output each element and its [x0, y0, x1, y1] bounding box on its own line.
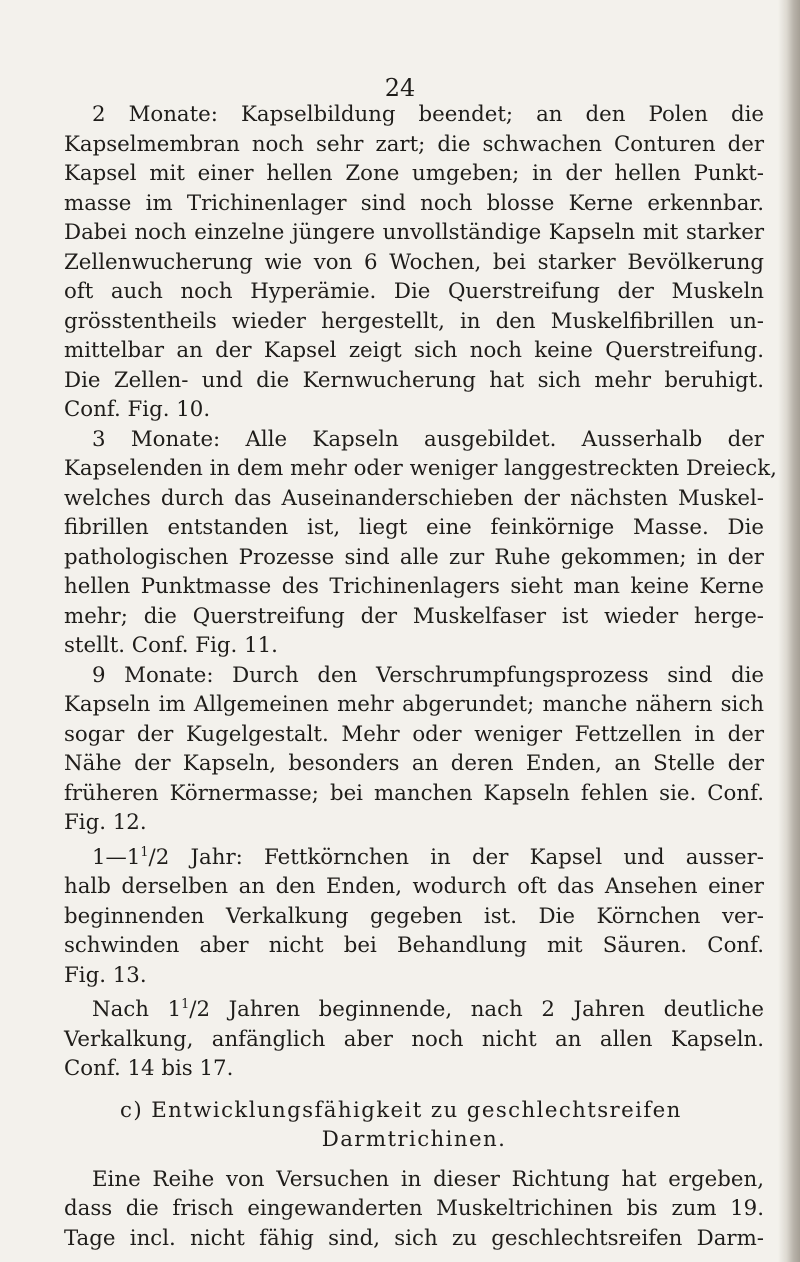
text-line: Tage incl. nicht fähig sind, sich zu geschlechtsreifen Darm- [64, 1225, 764, 1251]
text-line: pathologischen Prozesse sind alle zur Ruhe gekommen; in der [64, 544, 764, 570]
text-line: fibrillen entstanden ist, liegt eine feinkörnige Masse. Die [64, 515, 764, 540]
text-line: Nähe der Kapseln, besonders an deren Enden, an Stelle der [64, 751, 764, 776]
text-line: früheren Körnermasse; bei manchen Kapseln fehlen sie. Conf. [64, 780, 764, 806]
text-line [64, 838, 764, 873]
text-line: Fig. 13. [64, 962, 147, 988]
text-line: 9 Monate: Durch den Verschrumpfungsprozess sind die [92, 662, 764, 688]
text-line [64, 990, 764, 1025]
text-line: masse im Trichinenlager sind noch blosse Kerne erkennbar. [64, 190, 764, 216]
page-number: 24 [384, 74, 416, 102]
text-line: Kapsel mit einer hellen Zone umgeben; in der hellen Punkt- [64, 161, 764, 186]
text-line: mittelbar an der Kapsel zeigt sich noch keine Querstreifung. [64, 338, 764, 363]
text-line: Conf. 14 bis 17. [64, 1056, 234, 1082]
text-fragment: /2 Jahren beginnende, nach 2 Jahren deutliche [189, 997, 764, 1023]
text-line: Dabei noch einzelne jüngere unvollständige Kapseln mit starker [64, 220, 764, 245]
section-heading [64, 1096, 764, 1155]
text-line: Kapselenden in dem mehr oder weniger langgestreckten Dreieck, [64, 456, 777, 481]
text-line: Eine Reihe von Versuchen in dieser Richtung hat ergeben, [92, 1166, 764, 1192]
text-fragment: Nach 1 [92, 997, 182, 1023]
text-line: dass die frisch eingewanderten Muskeltrichinen bis zum 19. [64, 1196, 764, 1222]
section-heading-line: Darmtrichinen. [321, 1127, 507, 1153]
text-line: Conf. Fig. 10. [64, 397, 211, 422]
text-line: Kapseln im Allgemeinen mehr abgerundet; manche nähern sich [64, 692, 764, 717]
text-line: Kapselmembran noch sehr zart; die schwachen Conturen der [64, 131, 764, 157]
text-line: Verkalkung, anfänglich aber noch nicht an allen Kapseln. [64, 1026, 764, 1052]
fraction-numerator: 1 [181, 997, 190, 1013]
text-line: mehr; die Querstreifung der Muskelfaser ist wieder herge- [64, 603, 764, 629]
text-line: oft auch noch Hyperämie. Die Querstreifung der Muskeln [64, 279, 764, 304]
text-line: Fig. 12. [64, 810, 147, 835]
text-line: 2 Monate: Kapselbildung beendet; an den Polen die [92, 102, 764, 127]
text-line: sogar der Kugelgestalt. Mehr oder weniger Fettzellen in der [64, 721, 764, 747]
text-fragment: 1—1 [92, 844, 141, 870]
text-line: 3 Monate: Alle Kapseln ausgebildet. Ausserhalb der [92, 426, 764, 452]
text-line: Zellenwucherung wie von 6 Wochen, bei starker Bevölkerung [64, 249, 764, 275]
text-fragment: /2 Jahr: Fettkörnchen in der Kapsel und ausser- [148, 844, 764, 870]
text-line: hellen Punktmasse des Trichinenlagers sieht man keine Kerne [64, 574, 764, 599]
body-text [64, 100, 777, 1253]
text-line: grösstentheils wieder hergestellt, in den Muskelfibrillen un- [64, 308, 764, 334]
text-line: schwinden aber nicht bei Behandlung mit Säuren. Conf. [64, 933, 764, 959]
page-edge-shadow [778, 0, 800, 1262]
text-line: halb derselben an den Enden, wodurch oft das Ansehen einer [64, 874, 764, 900]
text-line: welches durch das Auseinanderschieben der nächsten Muskel- [64, 485, 764, 511]
fraction-numerator: 1 [140, 844, 149, 860]
section-heading-line: c) Entwicklungsfähigkeit zu geschlechtsreifen [120, 1097, 682, 1123]
text-line: beginnenden Verkalkung gegeben ist. Die Körnchen ver- [64, 903, 764, 929]
text-line: Die Zellen- und die Kernwucherung hat sich mehr beruhigt. [64, 367, 764, 393]
text-line: stellt. Conf. Fig. 11. [64, 633, 278, 658]
